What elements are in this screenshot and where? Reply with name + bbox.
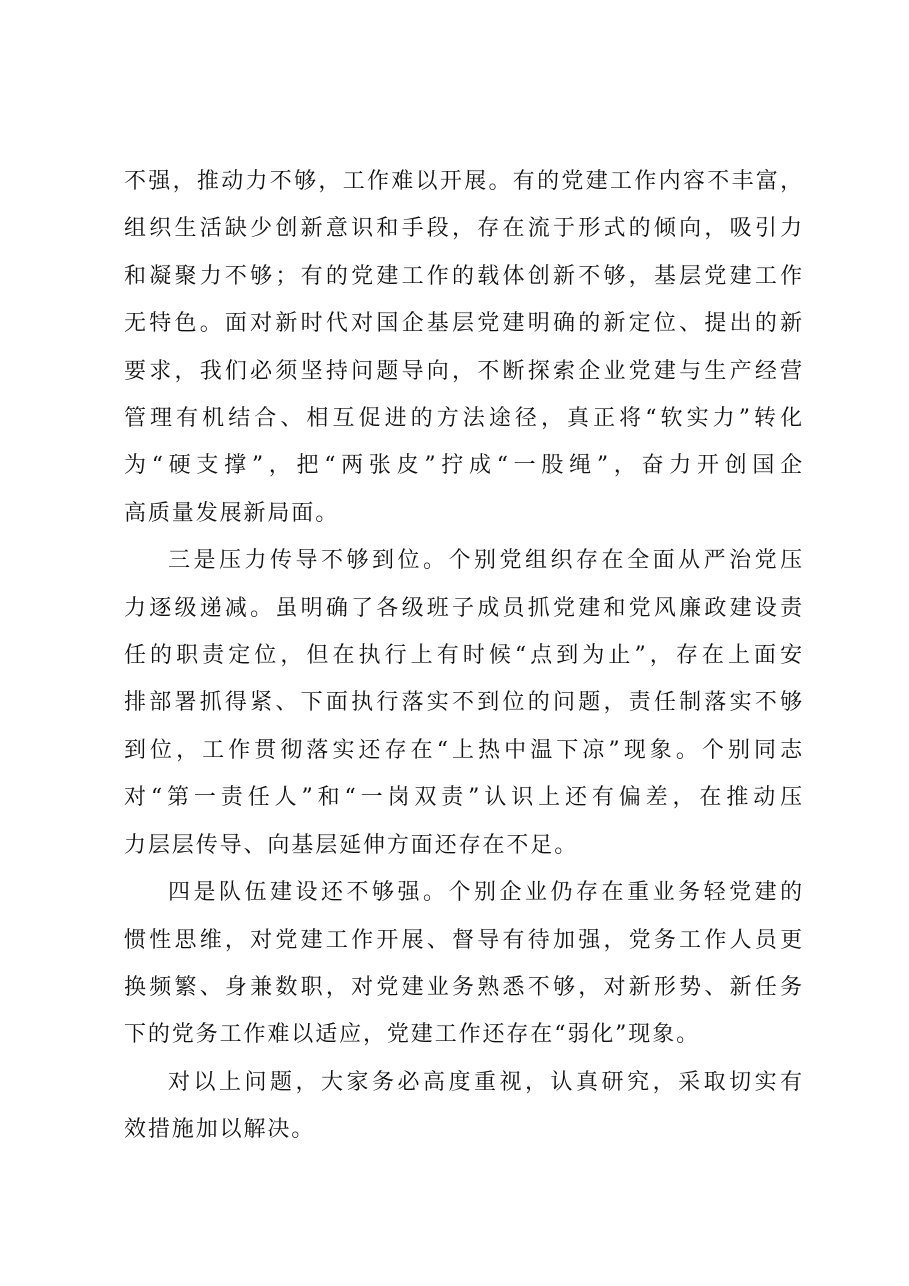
text-line: 为“硬支撑”，把“两张皮”拧成“一股绳”，奋力开创国企 [124, 453, 804, 479]
text-line: 效措施加以解决。 [124, 1117, 316, 1143]
text-line: 四是队伍建设还不够强。个别企业仍存在重业务轻党建的 [168, 880, 804, 906]
text-line: 到位，工作贯彻落实还存在“上热中温下凉”现象。个别同志 [124, 737, 804, 763]
text-line: 下的党务工作难以适应，党建工作还存在“弱化”现象。 [124, 1022, 700, 1048]
text-line: 力逐级递减。虽明确了各级班子成员抓党建和党风廉政建设责 [124, 595, 804, 621]
text-line: 任的职责定位，但在执行上有时候“点到为止”，存在上面安 [124, 643, 804, 669]
text-line: 无特色。面对新时代对国企基层党建明确的新定位、提出的新 [124, 311, 804, 337]
text-line: 高质量发展新局面。 [124, 500, 340, 526]
text-line: 管理有机结合、相互促进的方法途径，真正将“软实力”转化 [124, 406, 804, 432]
paragraph-1 [124, 158, 804, 537]
paragraph-3 [124, 869, 804, 1059]
text-line: 不强，推动力不够，工作难以开展。有的党建工作内容不丰富， [124, 169, 804, 194]
text-line: 对以上问题，大家务必高度重视，认真研究，采取切实有 [168, 1069, 804, 1095]
text-line: 惯性思维，对党建工作开展、督导有待加强，党务工作人员更 [124, 927, 804, 953]
text-line: 对“第一责任人”和“一岗双责”认识上还有偏差，在推动压 [124, 785, 804, 811]
text-line: 排部署抓得紧、下面执行落实不到位的问题，责任制落实不够 [124, 690, 804, 716]
paragraph-2 [124, 537, 804, 869]
text-line: 力层层传导、向基层延伸方面还存在不足。 [124, 832, 579, 858]
text-line: 三是压力传导不够到位。个别党组织存在全面从严治党压 [168, 548, 804, 574]
paragraph-4 [124, 1059, 804, 1154]
document-body [124, 158, 804, 1154]
text-line: 要求，我们必须坚持问题导向，不断探索企业党建与生产经营 [124, 358, 804, 384]
text-line: 组织生活缺少创新意识和手段，存在流于形式的倾向，吸引力 [124, 216, 804, 242]
text-line: 换频繁、身兼数职，对党建业务熟悉不够，对新形势、新任务 [124, 974, 804, 1000]
text-line: 和凝聚力不够；有的党建工作的载体创新不够，基层党建工作 [124, 263, 804, 289]
